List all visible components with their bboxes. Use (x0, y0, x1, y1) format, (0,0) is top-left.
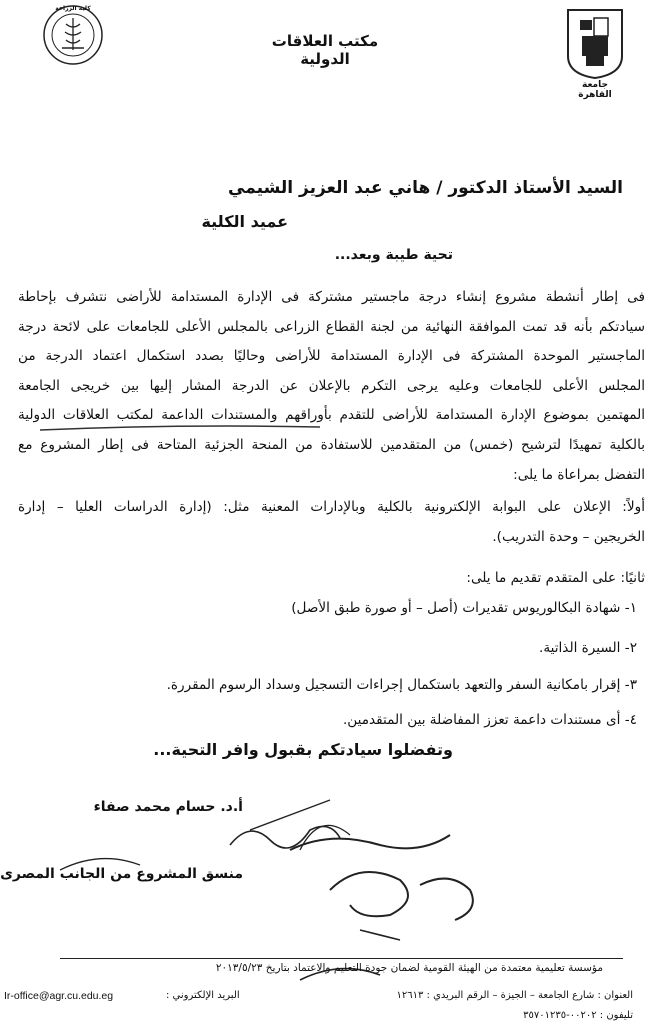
signatory-name: أ.د. حسام محمد صفاء (93, 799, 243, 815)
addressee-name: السيد الأستاذ الدكتور / هاني عبد العزيز الشيمي (228, 178, 623, 198)
requirement-item: ٤- أى مستندات داعمة تعزز المفاضلة بين المتقدمين. (342, 712, 637, 728)
faculty-seal (42, 4, 104, 66)
body-line: بالكلية تمهيدًا لترشيح (خمس) من المتقدمين للاستفادة من المنحة الجزئية المتاحة فى إطار المشروع مع (18, 437, 645, 453)
footer-phone: تليفون : ٠٠٢٠٢-٣٥٧٠١٢٣٥ (523, 1010, 633, 1021)
second-item-intro: ثانيًا: على المتقدم تقديم ما يلى: (466, 570, 645, 586)
body-line: الماجستير الموحدة المشتركة فى الإدارة المستدامة للأراضى وحاليًا بصدد استكمال اعتماد الدرجة من (18, 348, 645, 364)
addressee-title: عميد الكلية (201, 212, 288, 231)
footer-email: Ir-office@agr.cu.edu.eg (4, 990, 114, 1002)
faculty-seal-text: كلية الزراعة (55, 5, 91, 12)
footer-email-label: البريد الإلكتروني : (166, 990, 240, 1001)
closing: وتفضلوا سيادتكم بقبول وافر التحية... (153, 740, 453, 759)
footer-divider (60, 958, 623, 959)
university-logo-text: جامعة القاهرة (578, 80, 612, 100)
office-title: مكتب العلاقات الدولية (271, 32, 379, 68)
university-logo (564, 6, 626, 100)
first-item-line: الخريجين – وحدة التدريب). (492, 529, 645, 545)
footer-address: العنوان : شارع الجامعة – الجيزة – الرقم البريدي : ١٢٦١٣ (396, 990, 633, 1001)
handwritten-signatures (0, 790, 663, 990)
university-logo-icon (564, 6, 626, 80)
faculty-seal-icon (42, 4, 104, 66)
body-line: المهتمين بموضوع الإدارة المستدامة للأراضى للتقدم بأوراقهم والمستندات الداعمة لمكتب العلاقات الدولية (18, 407, 645, 423)
body-line: فى إطار أنشطة مشروع إنشاء درجة ماجستير مشتركة فى الإدارة المستدامة للأراضى نتشرف بإحاطة (18, 289, 645, 305)
accreditation-line: مؤسسة تعليمية معتمدة من الهيئة القومية لضمان جودة التعليم والاعتماد بتاريخ ٢٠١٣/٥/٢٣ (215, 962, 603, 974)
body-line: التفضل بمراعاة ما يلى: (513, 467, 645, 483)
first-item-line: أولاً: الإعلان على البوابة الإلكترونية بالكلية وبالإدارات المعنية مثل: (إدارة الدراسات العليا – إدارة (18, 499, 645, 515)
greeting: تحية طيبة وبعد... (334, 247, 453, 263)
body-line: المجلس الأعلى للجامعات وعليه يرجى التكرم بالإعلان عن الدرجة المشار إليها بين خريجى الجامعة (18, 378, 645, 394)
requirement-item: ١- شهادة البكالوريوس تقديرات (أصل – أو صورة طبق الأصل) (291, 600, 637, 616)
signatory-role: منسق المشروع من الجانب المصرى (0, 866, 243, 882)
requirement-item: ٢- السيرة الذاتية. (539, 640, 637, 656)
requirement-item: ٣- إقرار بامكانية السفر والتعهد باستكمال إجراءات التسجيل وسداد الرسوم المقررة. (166, 677, 637, 693)
body-line: سيادتكم بأنه قد تمت الموافقة النهائية من لجنة القطاع الزراعى بالمجلس الأعلى للجامعات على لائحة درجة (18, 319, 645, 335)
